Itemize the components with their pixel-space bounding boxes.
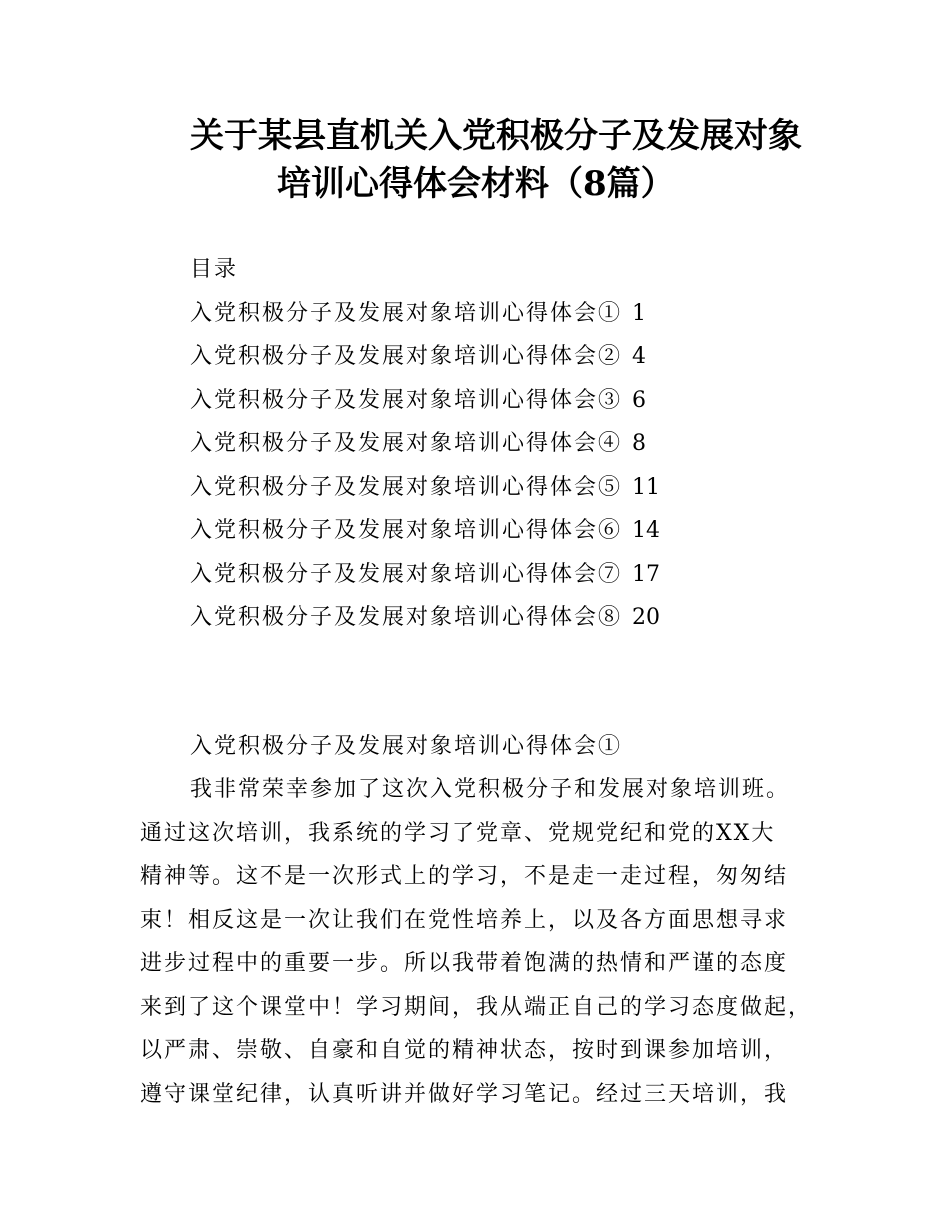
toc-item-label: 入党积极分子及发展对象培训心得体会⑧	[190, 605, 623, 630]
toc-item-label: 入党积极分子及发展对象培训心得体会③	[190, 387, 623, 413]
body-line: 遵守课堂纪律，认真听讲并做好学习笔记。经过三天培训，我	[140, 1081, 789, 1107]
section-body	[140, 768, 830, 1116]
toc-item-label: 入党积极分子及发展对象培训心得体会⑤	[190, 474, 623, 500]
toc-item-page: 8	[632, 431, 647, 456]
table-of-contents	[190, 248, 660, 640]
toc-heading: 目录	[190, 257, 239, 282]
toc-item-page: 4	[632, 344, 647, 369]
toc-item-page: 1	[632, 300, 647, 326]
toc-item-page: 17	[632, 561, 661, 587]
toc-item-label: 入党积极分子及发展对象培训心得体会⑦	[190, 561, 623, 587]
toc-item-4[interactable]	[190, 422, 660, 466]
document-title	[0, 112, 950, 208]
section-heading: 入党积极分子及发展对象培训心得体会①	[190, 734, 623, 759]
toc-item-6[interactable]	[190, 509, 660, 553]
body-line: 精神等。这不是一次形式上的学习，不是走一走过程，匆匆结	[140, 864, 789, 889]
body-line: 我非常荣幸参加了这次入党积极分子和发展对象培训班。	[190, 777, 791, 802]
toc-item-5[interactable]	[190, 466, 660, 510]
toc-item-page: 11	[632, 474, 661, 500]
toc-item-3[interactable]	[190, 379, 660, 423]
toc-item-7[interactable]	[190, 553, 660, 597]
toc-item-page: 6	[632, 387, 647, 413]
toc-item-1[interactable]	[190, 292, 660, 336]
body-line: 以严肃、崇敬、自豪和自觉的精神状态，按时到课参加培训，	[140, 1038, 789, 1063]
toc-item-label: 入党积极分子及发展对象培训心得体会①	[190, 300, 623, 326]
body-line: 来到了这个课堂中！学习期间，我从端正自己的学习态度做起，	[140, 994, 813, 1020]
toc-item-label: 入党积极分子及发展对象培训心得体会②	[190, 344, 623, 369]
toc-item-8[interactable]	[190, 596, 660, 640]
toc-item-label: 入党积极分子及发展对象培训心得体会⑥	[190, 518, 623, 543]
title-line-2: 培训心得体会材料（8篇）	[277, 164, 675, 204]
toc-item-2[interactable]	[190, 335, 660, 379]
toc-item-page: 20	[632, 605, 661, 630]
title-line-1: 关于某县直机关入党积极分子及发展对象	[190, 116, 802, 156]
toc-item-page: 14	[632, 518, 661, 543]
body-line: 通过这次培训，我系统的学习了党章、党规党纪和党的XX大	[140, 820, 776, 846]
body-line: 束！相反这是一次让我们在党性培养上，以及各方面思想寻求	[140, 907, 789, 933]
toc-item-label: 入党积极分子及发展对象培训心得体会④	[190, 431, 623, 456]
body-line: 进步过程中的重要一步。所以我带着饱满的热情和严谨的态度	[140, 951, 789, 976]
